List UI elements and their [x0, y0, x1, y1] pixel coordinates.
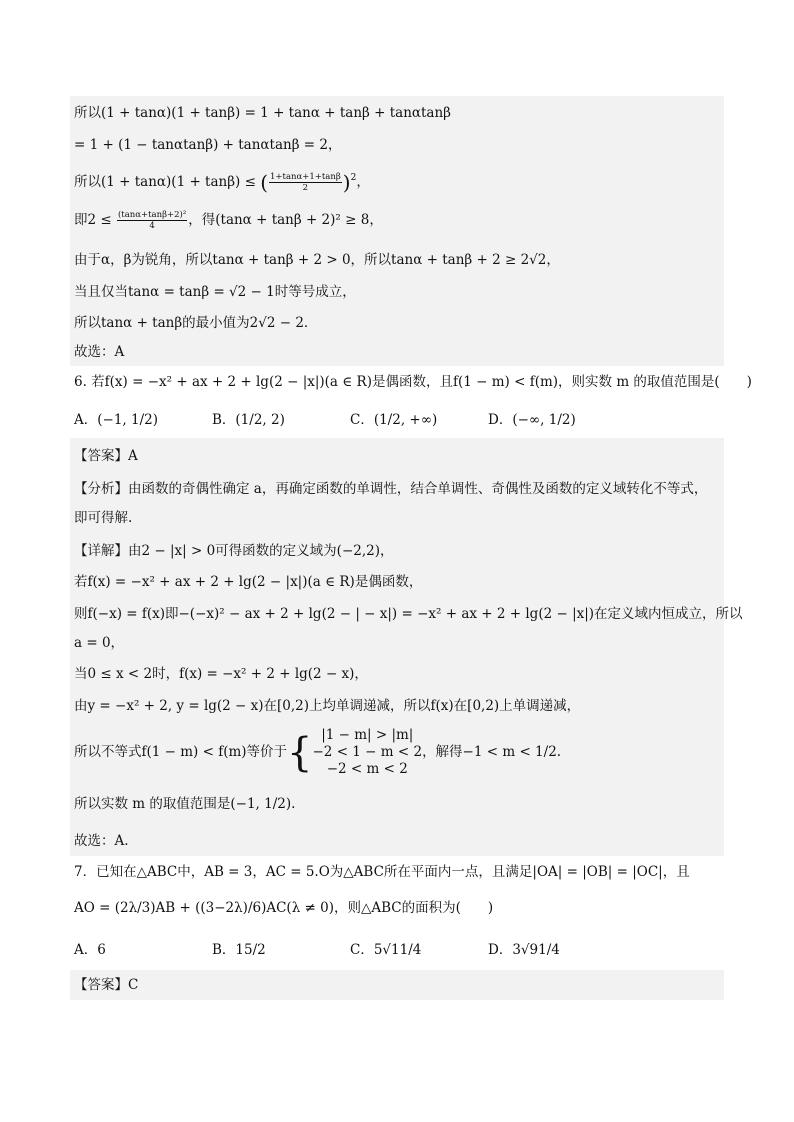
text-segment: ，解得−1 < m < 1/2.	[422, 744, 562, 760]
fraction-denominator: 2	[302, 183, 309, 193]
question-7: 7．已知在△ABC中，AB = 3，AC = 5.O为△ABC所在平面内一点，且满足|OA| = |OB| = |OC|，且	[74, 864, 690, 880]
fraction	[117, 210, 187, 231]
answer-label: 【答案】A	[74, 448, 138, 464]
exponent: 2	[350, 173, 357, 183]
detail-text: 故选：A.	[74, 833, 129, 849]
detail-text: 若f(x) = −x² + ax + 2 + lg(2 − |x|)(a ∈ R)是偶函数，	[74, 574, 423, 590]
fraction	[269, 172, 342, 193]
system-brace: {	[287, 729, 313, 776]
text-line: 故选：A	[74, 344, 125, 360]
question-6: 6. 若f(x) = −x² + ax + 2 + lg(2 − |x|)(a ∈ R)是偶函数，且f(1 − m) < f(m)，则实数 m 的取值范围是( )	[74, 374, 752, 390]
detail-text	[74, 726, 561, 778]
option-a: A．(−1, 1/2)	[74, 412, 158, 428]
text-line	[74, 168, 370, 193]
detail-text: a = 0，	[74, 635, 125, 651]
option-b: B．(1/2, 2)	[212, 412, 285, 428]
system-row: |1 − m| > |m|	[321, 727, 414, 743]
text-segment: ，得(tanα + tanβ + 2)² ≥ 8，	[188, 212, 383, 228]
answer-block-q7	[70, 970, 724, 1000]
option-a: A．6	[74, 942, 106, 958]
detail-text: 所以实数 m 的取值范围是(−1, 1/2).	[74, 796, 296, 812]
paren: )	[342, 170, 351, 195]
option-d: D．3√91/4	[488, 942, 560, 958]
text-segment: 所以(1 + tanα)(1 + tanβ) ≤	[74, 174, 261, 190]
answer-label: 【答案】C	[74, 977, 139, 993]
text-segment: 所以不等式f(1 − m) < f(m)等价于	[74, 744, 288, 760]
text-segment: 即2 ≤	[74, 212, 116, 228]
text-line: 由于α，β为锐角，所以tanα + tanβ + 2 > 0，所以tanα + tanβ + 2 ≥ 2√2，	[74, 252, 560, 268]
analysis-text: 【分析】由函数的奇偶性确定 a，再确定函数的单调性，结合单调性、奇偶性及函数的定义域转化不等式，	[74, 481, 708, 497]
option-d: D．(−∞, 1/2)	[488, 412, 576, 428]
detail-text: 由y = −x² + 2, y = lg(2 − x)在[0,2)上均单调递减，所以f(x)在[0,2)上单调递减，	[74, 698, 581, 714]
text-line: 所以tanα + tanβ的最小值为2√2 − 2．	[74, 315, 318, 331]
detail-text: 则f(−x) = f(x)即−(−x)² − ax + 2 + lg(2 − | − x|) = −x² + ax + 2 + lg(2 − |x|)在定义域内恒成立，所以	[74, 606, 743, 622]
text-line: = 1 + (1 − tanαtanβ) + tanαtanβ = 2，	[74, 137, 342, 153]
text-line	[74, 210, 383, 231]
fraction-denominator: 4	[149, 221, 155, 231]
detail-text: 【详解】由2 − |x| > 0可得函数的定义域为(−2,2)，	[74, 543, 394, 559]
option-c: C．5√11/4	[350, 942, 422, 958]
option-c: C．(1/2, +∞)	[350, 412, 438, 428]
question-7: AO = (2λ/3)AB + ((3−2λ)/6)AC(λ ≠ 0)，则△ABC的面积为( )	[74, 900, 494, 916]
inequality-system	[313, 727, 423, 778]
text-line: 当且仅当tanα = tanβ = √2 − 1时等号成立，	[74, 284, 356, 300]
detail-text: 当0 ≤ x < 2时，f(x) = −x² + 2 + lg(2 − x)，	[74, 666, 368, 682]
text-segment: ，	[356, 174, 370, 190]
fraction-numerator: 1+tanα+1+tanβ	[270, 172, 341, 182]
text-line: 所以(1 + tanα)(1 + tanβ) = 1 + tanα + tanβ + tanαtanβ	[74, 105, 451, 121]
fraction-numerator: (tanα+tanβ+2)²	[117, 210, 187, 220]
paren: (	[260, 170, 268, 195]
analysis-text: 即可得解.	[74, 510, 133, 526]
system-row: −2 < 1 − m < 2	[312, 744, 423, 760]
option-b: B．15/2	[212, 942, 266, 958]
system-row: −2 < m < 2	[326, 761, 408, 777]
